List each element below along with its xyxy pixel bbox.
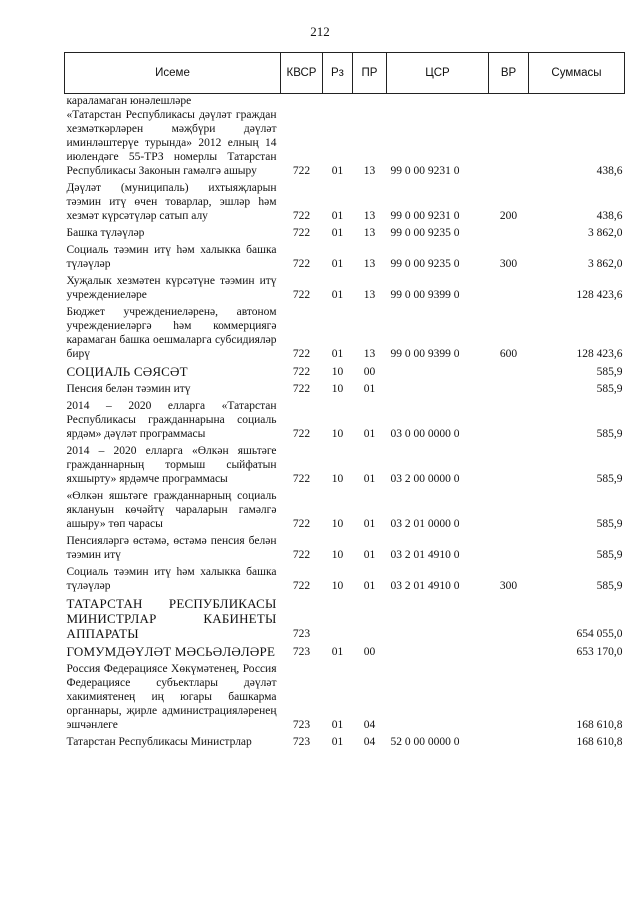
cell-rz: 01: [331, 258, 344, 270]
cell-vr: [489, 644, 529, 662]
cell-pr: [353, 94, 387, 109]
cell-rz: 10: [331, 518, 344, 530]
table-row: [65, 305, 625, 364]
cell-csr: 99 0 00 9231 0: [390, 210, 460, 222]
cell-kvsr: 722: [292, 258, 311, 270]
cell-name: Пенсияләргә өстәмә, өстәмә пенсия белән тәэмин итү: [66, 535, 277, 561]
cell-vr: 300: [499, 258, 518, 270]
header-pr: ПР: [353, 53, 387, 94]
table-row: [65, 94, 625, 109]
cell-sum: 585,9: [596, 549, 623, 561]
cell-name: Татарстан Республикасы Министрлар: [66, 736, 252, 748]
cell-csr: [387, 382, 489, 399]
cell-kvsr: 722: [292, 289, 311, 301]
cell-name: Хуҗалык хезмәтен күрсәтүне тәэмин итү учреждениеләре: [66, 275, 277, 301]
cell-name: караламаган юнәлешләре: [66, 95, 192, 107]
cell-sum: 653 170,0: [576, 646, 623, 658]
cell-rz: 10: [331, 428, 344, 440]
cell-pr: 13: [363, 258, 376, 270]
cell-rz: 10: [331, 580, 344, 592]
cell-name: «Татарстан Республикасы дәүләт граждан хезмәткәрләрен мәҗбүри дәүләт иминләштерүе турында» 2012 елның 14 июлендәге 55-ТРЗ номерлы Татарстан Республикасы Законын гамәлгә ашыру: [66, 109, 277, 177]
table-row: [65, 274, 625, 305]
cell-name: «Өлкән яшьтәге гражданнарның социаль яклануын көчәйтү чараларын гамәлгә ашыру» төп чарасы: [66, 490, 277, 530]
cell-rz: 01: [331, 210, 344, 222]
table-row: [65, 489, 625, 534]
cell-csr: [387, 596, 489, 644]
budget-table: [64, 52, 625, 752]
cell-sum: 585,9: [596, 473, 623, 485]
cell-pr: 13: [363, 210, 376, 222]
cell-csr: 99 0 00 9235 0: [390, 258, 460, 270]
cell-rz: 01: [331, 289, 344, 301]
cell-csr: [387, 662, 489, 735]
cell-name: Бюджет учреждениеләренә, автоном учреждениеләргә һәм коммерциягә карамаган башка оешмаларга субсидияләр бирү: [66, 306, 277, 360]
table-row: [65, 108, 625, 181]
cell-sum: 128 423,6: [576, 348, 623, 360]
cell-sum: 168 610,8: [576, 719, 623, 731]
cell-pr: 04: [363, 719, 376, 731]
cell-name: 2014 – 2020 елларга «Өлкән яшьтәге гражданнарның тормыш сыйфатын яхшырту» ярдәмче программасы: [66, 445, 277, 485]
cell-rz: 01: [331, 719, 344, 731]
cell-sum: 585,9: [596, 383, 623, 395]
cell-rz: 10: [331, 549, 344, 561]
cell-vr: [489, 94, 529, 109]
cell-pr: 00: [363, 646, 376, 658]
cell-pr: 13: [363, 348, 376, 360]
header-csr: ЦСР: [387, 53, 489, 94]
cell-sum: 3 862,0: [588, 258, 623, 270]
cell-kvsr: 723: [292, 646, 311, 658]
cell-pr: 13: [363, 165, 376, 177]
header-name: Исеме: [65, 53, 281, 94]
cell-sum: 128 423,6: [576, 289, 623, 301]
cell-pr: 01: [363, 383, 376, 395]
cell-name: ТАТАРСТАН РЕСПУБЛИКАСЫ МИНИСТРЛАР КАБИНЕТЫ АППАРАТЫ: [66, 596, 277, 641]
table-row: [65, 644, 625, 662]
cell-pr: 01: [363, 518, 376, 530]
cell-pr: [353, 596, 387, 644]
page-number: 212: [310, 24, 330, 39]
cell-kvsr: 722: [292, 473, 311, 485]
cell-name: ГОМУМДӘҮЛӘТ МӘСЬӘЛӘЛӘРЕ: [66, 644, 276, 659]
cell-sum: 3 862,0: [588, 227, 623, 239]
cell-sum: 585,9: [596, 366, 623, 378]
table-row: [65, 243, 625, 274]
cell-vr: 600: [499, 348, 518, 360]
cell-csr: 03 2 01 4910 0: [390, 580, 460, 592]
table-row: [65, 596, 625, 644]
cell-kvsr: 722: [292, 366, 311, 378]
cell-csr: 99 0 00 9399 0: [390, 289, 460, 301]
cell-csr: [387, 94, 489, 109]
cell-csr: 03 2 00 0000 0: [390, 473, 460, 485]
cell-kvsr: 722: [292, 518, 311, 530]
cell-rz: 01: [331, 736, 344, 748]
table-row: [65, 382, 625, 399]
cell-name: 2014 – 2020 елларга «Татарстан Республикасы гражданнарына социаль ярдәм» дәүләт программасы: [66, 400, 277, 440]
cell-vr: 300: [499, 580, 518, 592]
cell-pr: 13: [363, 289, 376, 301]
cell-name: Дәүләт (муниципаль) ихтыяҗларын тәэмин итү өчен товарлар, эшләр һәм хезмәт күрсәтүләр сатып алу: [66, 182, 277, 222]
cell-csr: 03 2 01 0000 0: [390, 518, 460, 530]
cell-rz: [323, 596, 353, 644]
cell-vr: [489, 489, 529, 534]
cell-kvsr: 722: [292, 227, 311, 239]
cell-kvsr: [281, 94, 323, 109]
table-row: [65, 534, 625, 565]
cell-csr: [387, 644, 489, 662]
table-header: [65, 53, 625, 94]
cell-kvsr: 722: [292, 165, 311, 177]
cell-name: Башка түләүләр: [66, 227, 145, 239]
cell-pr: 01: [363, 428, 376, 440]
cell-vr: 200: [499, 210, 518, 222]
table-row: [65, 181, 625, 226]
cell-pr: 04: [363, 736, 376, 748]
cell-rz: 10: [331, 366, 344, 378]
table-row: [65, 662, 625, 735]
cell-csr: 03 0 00 0000 0: [390, 428, 460, 440]
table-row: [65, 399, 625, 444]
cell-csr: 99 0 00 9235 0: [390, 227, 460, 239]
cell-kvsr: 723: [292, 736, 311, 748]
cell-kvsr: 723: [292, 719, 311, 731]
cell-vr: [489, 596, 529, 644]
cell-name: Россия Федерациясе Хөкүмәтенең, Россия Федерациясе субъектлары дәүләт хакимиятенең иң югары башкарма органнары, җирле администрацияләренең эшчәнлеге: [66, 663, 277, 731]
cell-csr: 99 0 00 9399 0: [390, 348, 460, 360]
cell-sum: 585,9: [596, 518, 623, 530]
cell-kvsr: 722: [292, 580, 311, 592]
table-row: [65, 565, 625, 596]
cell-vr: [489, 108, 529, 181]
header-sum: Суммасы: [529, 53, 625, 94]
cell-csr: 99 0 00 9231 0: [390, 165, 460, 177]
cell-sum: 585,9: [596, 428, 623, 440]
table-row: [65, 364, 625, 382]
cell-pr: 01: [363, 580, 376, 592]
table-body: [65, 94, 625, 753]
cell-vr: [489, 735, 529, 752]
cell-pr: 13: [363, 227, 376, 239]
cell-rz: 10: [331, 383, 344, 395]
cell-kvsr: 722: [292, 549, 311, 561]
cell-sum: 438,6: [596, 165, 623, 177]
cell-vr: [489, 399, 529, 444]
cell-rz: 01: [331, 348, 344, 360]
cell-kvsr: 722: [292, 210, 311, 222]
cell-sum: 654 055,0: [576, 628, 623, 640]
cell-name: СОЦИАЛЬ СӘЯСӘТ: [66, 364, 188, 379]
header-vr: ВР: [489, 53, 529, 94]
table-row: [65, 226, 625, 243]
cell-pr: 01: [363, 549, 376, 561]
cell-kvsr: 722: [292, 428, 311, 440]
cell-vr: [489, 382, 529, 399]
cell-csr: 52 0 00 0000 0: [390, 736, 460, 748]
cell-name: Социаль тәэмин итү һәм халыкка башка түләүләр: [66, 244, 277, 270]
cell-sum: 438,6: [596, 210, 623, 222]
cell-vr: [489, 662, 529, 735]
cell-sum: 585,9: [596, 580, 623, 592]
cell-sum: 168 610,8: [576, 736, 623, 748]
cell-vr: [489, 444, 529, 489]
cell-rz: 01: [331, 165, 344, 177]
table-row: [65, 444, 625, 489]
cell-sum: [529, 94, 625, 109]
cell-vr: [489, 534, 529, 565]
cell-rz: [323, 94, 353, 109]
cell-csr: [387, 364, 489, 382]
cell-kvsr: 722: [292, 348, 311, 360]
header-kvsr: КВСР: [281, 53, 323, 94]
cell-csr: 03 2 01 4910 0: [390, 549, 460, 561]
cell-name: Пенсия белән тәэмин итү: [66, 383, 191, 395]
cell-pr: 00: [363, 366, 376, 378]
header-rz: Рз: [323, 53, 353, 94]
cell-pr: 01: [363, 473, 376, 485]
cell-name: Социаль тәэмин итү һәм халыкка башка түләүләр: [66, 566, 277, 592]
cell-kvsr: 723: [292, 628, 311, 640]
cell-vr: [489, 274, 529, 305]
cell-rz: 01: [331, 227, 344, 239]
cell-vr: [489, 364, 529, 382]
cell-vr: [489, 226, 529, 243]
table-row: [65, 735, 625, 752]
cell-rz: 10: [331, 473, 344, 485]
cell-kvsr: 722: [292, 383, 311, 395]
cell-rz: 01: [331, 646, 344, 658]
